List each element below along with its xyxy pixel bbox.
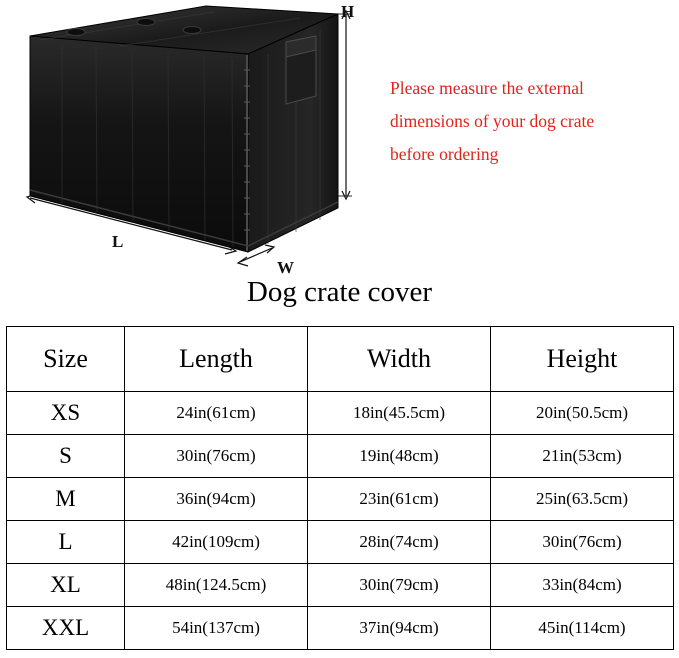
cell-height: 21in(53cm)	[491, 435, 674, 478]
cell-size: L	[7, 521, 125, 564]
measure-note-line-2: dimensions of your dog crate	[390, 111, 595, 131]
height-dimension-line	[338, 11, 352, 199]
cell-height: 30in(76cm)	[491, 521, 674, 564]
cell-length: 42in(109cm)	[125, 521, 308, 564]
cell-width: 37in(94cm)	[308, 607, 491, 650]
cell-size: M	[7, 478, 125, 521]
cell-length: 24in(61cm)	[125, 392, 308, 435]
height-label: H	[341, 2, 355, 21]
table-row	[7, 392, 674, 435]
table-row	[7, 435, 674, 478]
cell-length: 36in(94cm)	[125, 478, 308, 521]
crate-cover-drawing	[0, 0, 380, 280]
cell-height: 45in(114cm)	[491, 607, 674, 650]
table-row	[7, 564, 674, 607]
page-title: Dog crate cover	[246, 276, 433, 308]
measure-note	[390, 72, 679, 171]
header-size: Size	[7, 327, 125, 392]
cell-width: 19in(48cm)	[308, 435, 491, 478]
cell-length: 30in(76cm)	[125, 435, 308, 478]
header-height: Height	[491, 327, 674, 392]
header-width: Width	[308, 327, 491, 392]
cell-height: 25in(63.5cm)	[491, 478, 674, 521]
width-label: W	[277, 258, 295, 277]
cell-size: XL	[7, 564, 125, 607]
cell-width: 18in(45.5cm)	[308, 392, 491, 435]
table-row	[7, 607, 674, 650]
length-label: L	[112, 232, 124, 251]
measure-note-line-1: Please measure the external	[390, 78, 584, 98]
cell-width: 28in(74cm)	[308, 521, 491, 564]
dog-crate-cover-illustration	[0, 0, 380, 280]
size-table-wrapper	[6, 326, 673, 650]
cell-size: XS	[7, 392, 125, 435]
cell-length: 54in(137cm)	[125, 607, 308, 650]
cell-width: 30in(79cm)	[308, 564, 491, 607]
table-header-row	[7, 327, 674, 392]
cell-width: 23in(61cm)	[308, 478, 491, 521]
cell-height: 20in(50.5cm)	[491, 392, 674, 435]
table-row	[7, 521, 674, 564]
measure-note-line-3: before ordering	[390, 144, 499, 164]
size-table	[6, 326, 674, 650]
cell-size: S	[7, 435, 125, 478]
header-length: Length	[125, 327, 308, 392]
cell-length: 48in(124.5cm)	[125, 564, 308, 607]
table-row	[7, 478, 674, 521]
cell-height: 33in(84cm)	[491, 564, 674, 607]
cell-size: XXL	[7, 607, 125, 650]
